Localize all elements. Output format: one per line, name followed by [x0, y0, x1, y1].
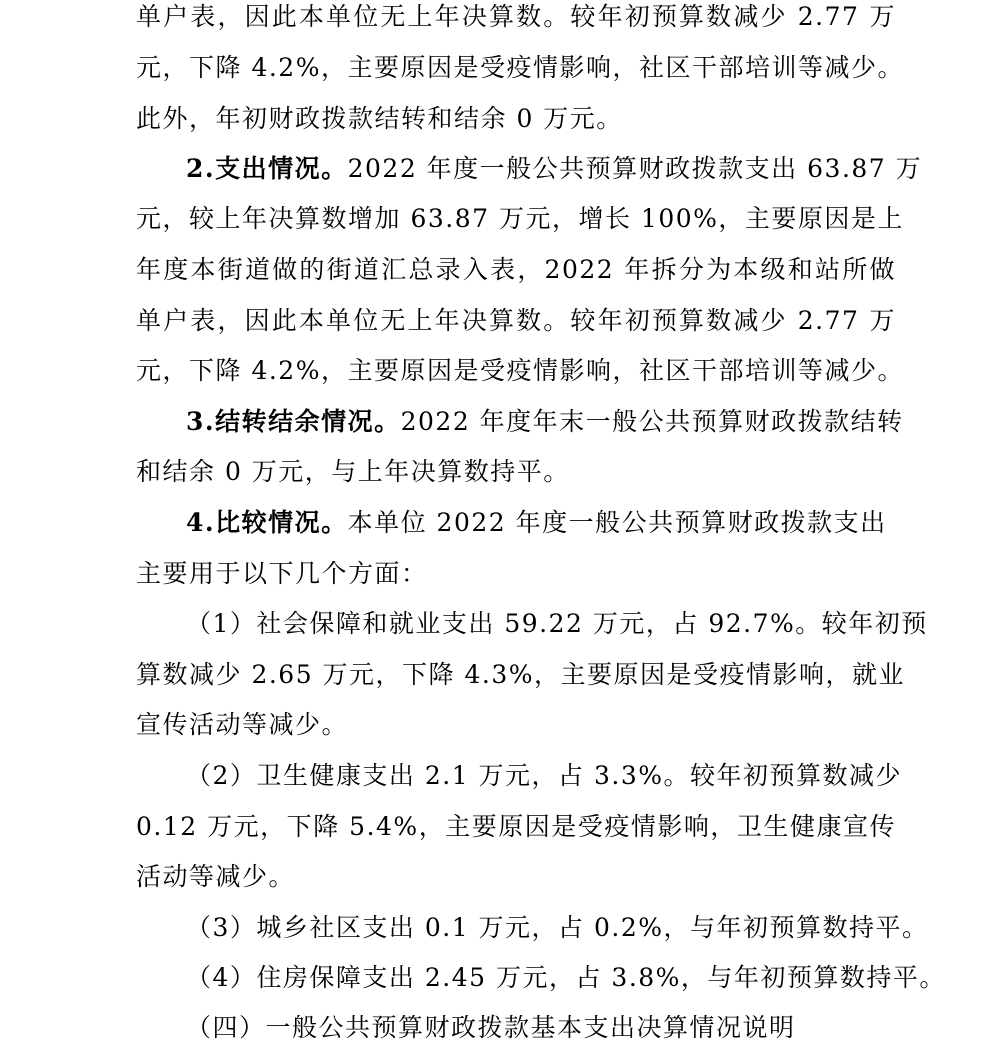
section-text-expenditure: 2022 年度一般公共预算财政拨款支出 63.87 万: [347, 154, 923, 183]
list-item-2-line-2: 0.12 万元，下降 5.4%，主要原因是受疫情影响，卫生健康宣传: [136, 812, 896, 841]
section-title-carryover: 3.结转结余情况。: [186, 407, 401, 436]
list-item-2-line-1: （2）卫生健康支出 2.1 万元，占 3.3%。较年初预算数减少: [186, 761, 903, 790]
section-text-carryover: 2022 年度年末一般公共预算财政拨款结转: [400, 407, 904, 436]
section-title-expenditure: 2.支出情况。: [186, 154, 348, 183]
list-item-2-line-3: 活动等减少。: [136, 862, 296, 891]
list-item-1-line-1: （1）社会保障和就业支出 59.22 万元，占 92.7%。较年初预: [186, 609, 928, 638]
list-item-1-line-2: 算数减少 2.65 万元，下降 4.3%，主要原因是受疫情影响，就业: [136, 660, 906, 689]
paragraph-carryover-heading: [186, 405, 904, 439]
list-item-1-line-3: 宣传活动等减少。: [136, 710, 349, 739]
text-line-10: 和结余 0 万元，与上年决算数持平。: [136, 457, 570, 486]
list-item-4: （4）住房保障支出 2.45 万元，占 3.8%，与年初预算数持平。: [186, 963, 946, 992]
text-line-7: 单户表，因此本单位无上年决算数。较年初预算数减少 2.77 万: [136, 306, 896, 335]
text-line-12: 主要用于以下几个方面：: [136, 559, 428, 588]
list-item-3: （3）城乡社区支出 0.1 万元，占 0.2%，与年初预算数持平。: [186, 913, 929, 942]
text-line-6: 年度本街道做的街道汇总录入表，2022 年拆分为本级和站所做: [136, 255, 896, 284]
section-title-comparison: 4.比较情况。: [186, 508, 348, 537]
text-line-2: 元，下降 4.2%，主要原因是受疫情影响，社区干部培训等减少。: [136, 53, 904, 82]
section-text-comparison: 本单位 2022 年度一般公共预算财政拨款支出: [347, 508, 887, 537]
text-line-8: 元，下降 4.2%，主要原因是受疫情影响，社区干部培训等减少。: [136, 356, 904, 385]
paragraph-comparison-heading: [186, 506, 887, 540]
text-line-3: 此外，年初财政拨款结转和结余 0 万元。: [136, 104, 623, 133]
paragraph-expenditure-heading: [186, 152, 923, 186]
text-line-1: 单户表，因此本单位无上年决算数。较年初预算数减少 2.77 万: [136, 2, 896, 31]
section-heading-basic-expenditure: （四）一般公共预算财政拨款基本支出决算情况说明: [186, 1013, 796, 1042]
text-line-5: 元，较上年决算数增加 63.87 万元，增长 100%，主要原因是上: [136, 204, 904, 233]
